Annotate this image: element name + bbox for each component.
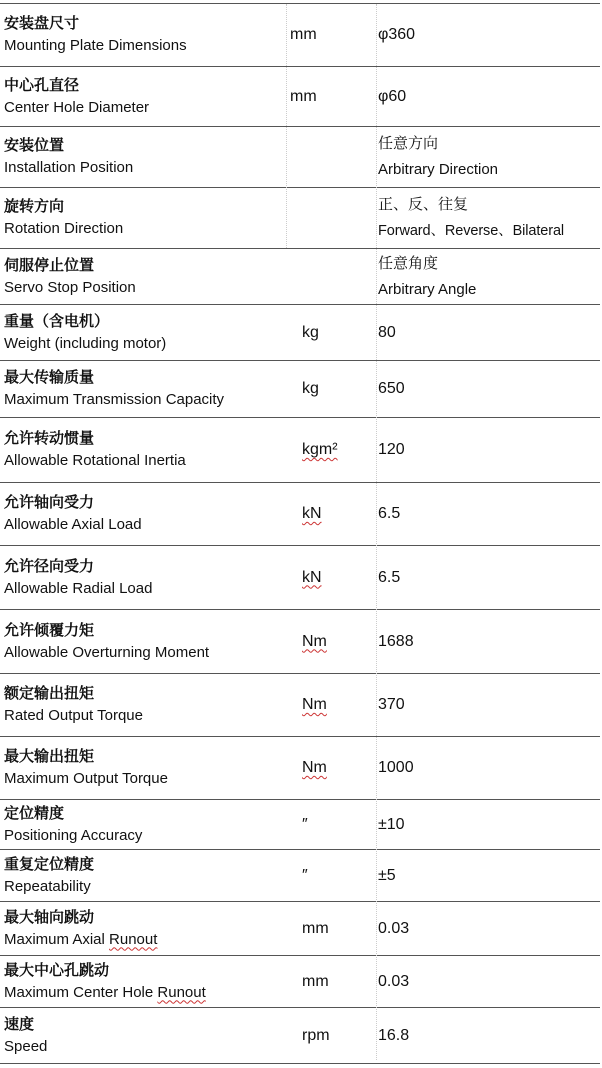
spec-unit-cell (290, 188, 378, 249)
table-row (0, 546, 600, 610)
spec-name-en: Allowable Overturning Moment (4, 643, 210, 661)
spec-name-en: Installation Position (4, 159, 134, 176)
spec-unit-cell (290, 127, 378, 188)
spec-name-cell (0, 546, 290, 610)
spec-name-cell (0, 249, 290, 305)
spec-value-zh: 任意方向 (378, 135, 439, 152)
spec-value-en: Arbitrary Direction (378, 161, 499, 178)
table-row (0, 188, 600, 249)
spec-unit: mm (302, 972, 329, 990)
spec-value-cell (378, 249, 600, 305)
spec-value-cell (378, 902, 600, 956)
spec-unit: Nm (302, 759, 327, 776)
spec-name-en: Maximum Axial Runout (4, 930, 158, 948)
spec-value-zh: 任意角度 (378, 254, 439, 272)
spec-unit: ″ (302, 815, 308, 833)
spec-unit-cell (290, 67, 378, 127)
table-row (0, 418, 600, 483)
spec-unit-cell (290, 418, 378, 483)
spec-name-en: Maximum Transmission Capacity (4, 391, 225, 408)
spec-value: 6.5 (378, 505, 401, 522)
spec-value-en: Arbitrary Angle (378, 280, 477, 298)
spec-unit: Nm (302, 696, 327, 713)
spec-name-en: Maximum Center Hole Runout (4, 983, 206, 1001)
spec-value-cell (378, 67, 600, 127)
spec-value-cell (378, 188, 600, 249)
spec-unit-cell (290, 483, 378, 546)
spec-unit: ″ (302, 866, 308, 884)
table-row (0, 610, 600, 674)
spec-name-cell (0, 188, 290, 249)
spec-name-cell (0, 418, 290, 483)
spec-unit: Nm (302, 632, 327, 650)
spec-value: 6.5 (378, 568, 401, 586)
table-row (0, 249, 600, 305)
spec-value-cell (378, 850, 600, 902)
spec-unit: kgm² (302, 441, 338, 458)
spec-value-cell (378, 800, 600, 850)
spec-name-cell (0, 1008, 290, 1064)
spec-name-zh: 重复定位精度 (4, 855, 95, 873)
spec-name-en: Allowable Radial Load (4, 579, 153, 597)
spec-name-cell (0, 800, 290, 850)
spec-unit: kN (302, 505, 322, 522)
spec-name-zh: 伺服停止位置 (4, 256, 95, 274)
spec-name-cell (0, 361, 290, 418)
spec-name-cell (0, 737, 290, 800)
table-row (0, 902, 600, 956)
spec-value-cell (378, 483, 600, 546)
table-row (0, 4, 600, 67)
spec-unit: kg (302, 380, 319, 397)
spec-name-en: Center Hole Diameter (4, 98, 150, 116)
spec-name-cell (0, 956, 290, 1008)
spec-name-zh: 重量（含电机） (4, 312, 110, 330)
spec-name-en: Mounting Plate Dimensions (4, 37, 187, 54)
spec-name-cell (0, 127, 290, 188)
table-row (0, 483, 600, 546)
spec-value: ±10 (378, 815, 405, 833)
table-row (0, 800, 600, 850)
spec-value: 1688 (378, 632, 414, 650)
spec-name-cell (0, 610, 290, 674)
table-row (0, 67, 600, 127)
spec-unit: mm (302, 919, 329, 937)
spec-unit: rpm (302, 1026, 330, 1044)
spec-name-cell (0, 674, 290, 737)
spec-name-cell (0, 67, 290, 127)
spec-value-cell (378, 737, 600, 800)
spec-name-zh: 安装位置 (4, 137, 65, 154)
spec-value: 1000 (378, 759, 414, 776)
spec-name-en: Rotation Direction (4, 220, 124, 237)
spec-value-cell (378, 546, 600, 610)
spec-unit-cell (290, 850, 378, 902)
spec-unit-cell (290, 305, 378, 361)
spec-name-zh: 允许轴向受力 (4, 494, 95, 511)
spec-table (0, 3, 600, 1064)
spec-value: φ360 (378, 26, 416, 43)
spec-value-cell (378, 127, 600, 188)
spec-name-zh: 安装盘尺寸 (4, 15, 80, 32)
table-row (0, 674, 600, 737)
table-row (0, 1008, 600, 1064)
spec-value: φ60 (378, 87, 407, 105)
spec-value-zh: 正、反、往复 (378, 196, 469, 213)
table-row (0, 956, 600, 1008)
spec-name-en: Maximum Output Torque (4, 770, 168, 787)
spec-unit-cell (290, 361, 378, 418)
spec-value-cell (378, 610, 600, 674)
spec-name-cell (0, 4, 290, 67)
spec-unit-cell (290, 674, 378, 737)
spec-unit-cell (290, 800, 378, 850)
spec-name-zh: 允许倾覆力矩 (4, 621, 95, 639)
spec-name-cell (0, 305, 290, 361)
spec-unit-cell (290, 4, 378, 67)
spec-name-zh: 最大轴向跳动 (4, 908, 95, 926)
spec-value: 650 (378, 380, 405, 397)
spec-name-en: Speed (4, 1037, 48, 1055)
spec-name-en: Weight (including motor) (4, 334, 167, 352)
spec-name-en: Servo Stop Position (4, 278, 136, 296)
spec-name-zh: 中心孔直径 (4, 76, 80, 94)
spec-value-en: Forward、Reverse、Bilateral (378, 223, 565, 239)
column-divider (376, 4, 377, 1060)
spec-name-cell (0, 850, 290, 902)
spec-value: ±5 (378, 866, 396, 884)
spec-unit-cell (290, 902, 378, 956)
spec-value: 0.03 (378, 972, 410, 990)
table-row (0, 127, 600, 188)
spec-name-zh: 允许径向受力 (4, 557, 95, 575)
spellcheck-underline: Runout (157, 983, 206, 1001)
spec-value: 120 (378, 441, 405, 458)
spec-unit: mm (290, 87, 317, 105)
spec-name-zh: 定位精度 (4, 804, 65, 822)
spec-name-zh: 允许转动惯量 (4, 430, 95, 447)
spec-value-cell (378, 361, 600, 418)
spec-unit-cell (290, 610, 378, 674)
spec-value-cell (378, 4, 600, 67)
spec-name-en: Allowable Axial Load (4, 516, 142, 533)
spec-value-cell (378, 1008, 600, 1064)
spec-name-zh: 速度 (4, 1015, 35, 1033)
spec-name-cell (0, 902, 290, 956)
spec-name-cell (0, 483, 290, 546)
spec-value: 370 (378, 696, 405, 713)
column-divider (286, 4, 287, 248)
table-row (0, 305, 600, 361)
table-row (0, 850, 600, 902)
table-row (0, 737, 600, 800)
spec-unit-cell (290, 956, 378, 1008)
spec-name-en: Repeatability (4, 877, 91, 895)
spec-value: 80 (378, 323, 396, 341)
table-row (0, 361, 600, 418)
spellcheck-underline: Runout (109, 930, 158, 948)
spec-unit-cell (290, 737, 378, 800)
spec-name-zh: 额定输出扭矩 (4, 685, 95, 702)
spec-unit-cell (290, 1008, 378, 1064)
spec-value: 0.03 (378, 919, 410, 937)
spec-name-en: Positioning Accuracy (4, 826, 143, 844)
spec-name-en: Allowable Rotational Inertia (4, 452, 186, 469)
spec-unit: kN (302, 568, 322, 586)
spec-value-cell (378, 674, 600, 737)
spec-value-cell (378, 956, 600, 1008)
spec-value: 16.8 (378, 1026, 410, 1044)
spec-unit-cell (290, 249, 378, 305)
spec-name-zh: 最大传输质量 (4, 369, 95, 386)
spec-name-zh: 最大中心孔跳动 (4, 961, 110, 979)
spec-name-en: Rated Output Torque (4, 707, 143, 724)
spec-name-zh: 旋转方向 (4, 198, 65, 215)
spec-value-cell (378, 305, 600, 361)
spec-name-zh: 最大输出扭矩 (4, 748, 95, 765)
spec-unit-cell (290, 546, 378, 610)
spec-value-cell (378, 418, 600, 483)
spec-unit: kg (302, 323, 319, 341)
spec-unit: mm (290, 26, 317, 43)
